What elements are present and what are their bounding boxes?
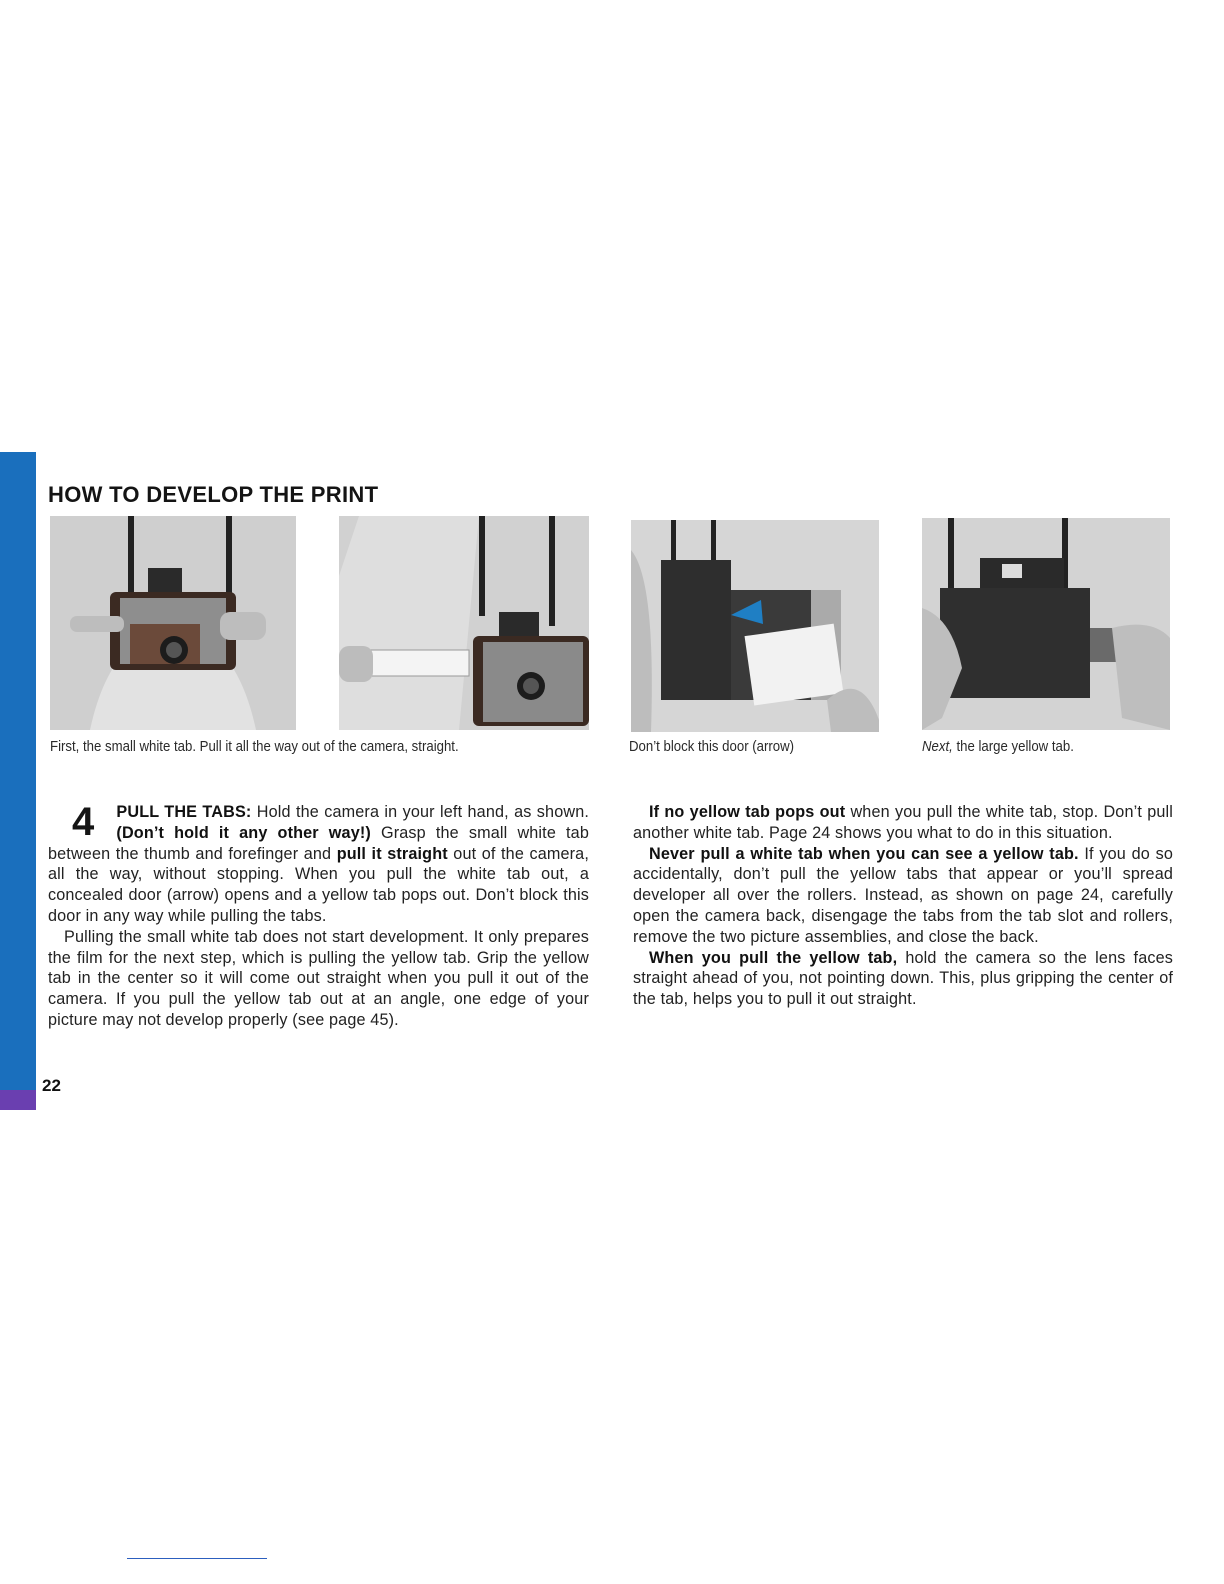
- edge-color-mark: [0, 1090, 36, 1110]
- never-pull-paragraph: [633, 844, 1173, 948]
- concealed-door-arrow-photo: [631, 520, 879, 732]
- yellow-tab-heading: When you pull the yellow tab,: [649, 948, 898, 967]
- page-number: 22: [42, 1076, 61, 1095]
- camera-held-at-chest-photo: [50, 516, 296, 730]
- no-yellow-tab-paragraph: [633, 802, 1173, 844]
- pulling-paragraph: Pulling the small white tab does not start development. It only prepares the film for the next step, which is pulling the yellow tab. Grip the yellow tab in the center so it will come out straight when you pull it out of the camera. If you pull the yellow tab out at an angle, one edge of your picture may not develop properly (see page 45).: [48, 927, 589, 1029]
- step-heading: PULL THE TABS:: [116, 803, 252, 821]
- no-yellow-tab-text: when you pull the white tab, stop. Don’t pull another white tab. Page 24 shows you what to do in this situation.: [633, 803, 1173, 842]
- step-4-paragraph: [48, 802, 589, 927]
- step-text-a: Hold the camera in your left hand, as shown.: [251, 803, 589, 821]
- step-text-c: Grasp the small white tab between the thumb and forefinger and: [48, 823, 589, 863]
- caption-next-word: Next,: [922, 738, 953, 755]
- never-pull-heading: Never pull a white tab when you can see a yellow tab.: [649, 844, 1079, 863]
- edge-color-bar: [0, 452, 36, 1110]
- step-text-e: out of the camera, all the way, without stopping. When you pull the white tab out, a concealed door (arrow) opens and a yellow tab pops out. Don’t block this door in any way while pulling the tabs.: [48, 844, 589, 925]
- bottom-rule: [127, 1558, 267, 1559]
- right-column: [633, 802, 1173, 1010]
- caption-door: Don’t block this door (arrow): [629, 738, 795, 755]
- step-text-b: (Don’t hold it any other way!): [116, 823, 371, 842]
- caption-yellow-tab: [922, 738, 1074, 755]
- step-text-d: pull it straight: [336, 844, 448, 863]
- pulling-yellow-tab-photo: [922, 518, 1170, 730]
- pulling-white-tab-photo: [339, 516, 589, 730]
- yellow-tab-text: hold the camera so the lens faces straight ahead of you, not pointing down. This, plus gripping the center of the tab, helps you to pull it out straight.: [633, 948, 1173, 1009]
- caption-yellow-tab-rest: the large yellow tab.: [952, 738, 1074, 755]
- page-title: HOW TO DEVELOP THE PRINT: [48, 482, 379, 507]
- caption-white-tab: First, the small white tab. Pull it all the way out of the camera, straight.: [50, 738, 459, 755]
- step-number: 4: [72, 800, 95, 844]
- never-pull-text: If you do so accidentally, don’t pull the yellow tabs that appear or you’ll spread developer all over the rollers. Instead, as shown on page 24, carefully open the camera back, disengage the tabs from the tab slot and rollers, remove the two picture assemblies, and close the back.: [633, 844, 1173, 946]
- left-column: [48, 802, 589, 1031]
- no-yellow-tab-heading: If no yellow tab pops out: [649, 803, 846, 821]
- yellow-tab-paragraph: [633, 948, 1173, 1010]
